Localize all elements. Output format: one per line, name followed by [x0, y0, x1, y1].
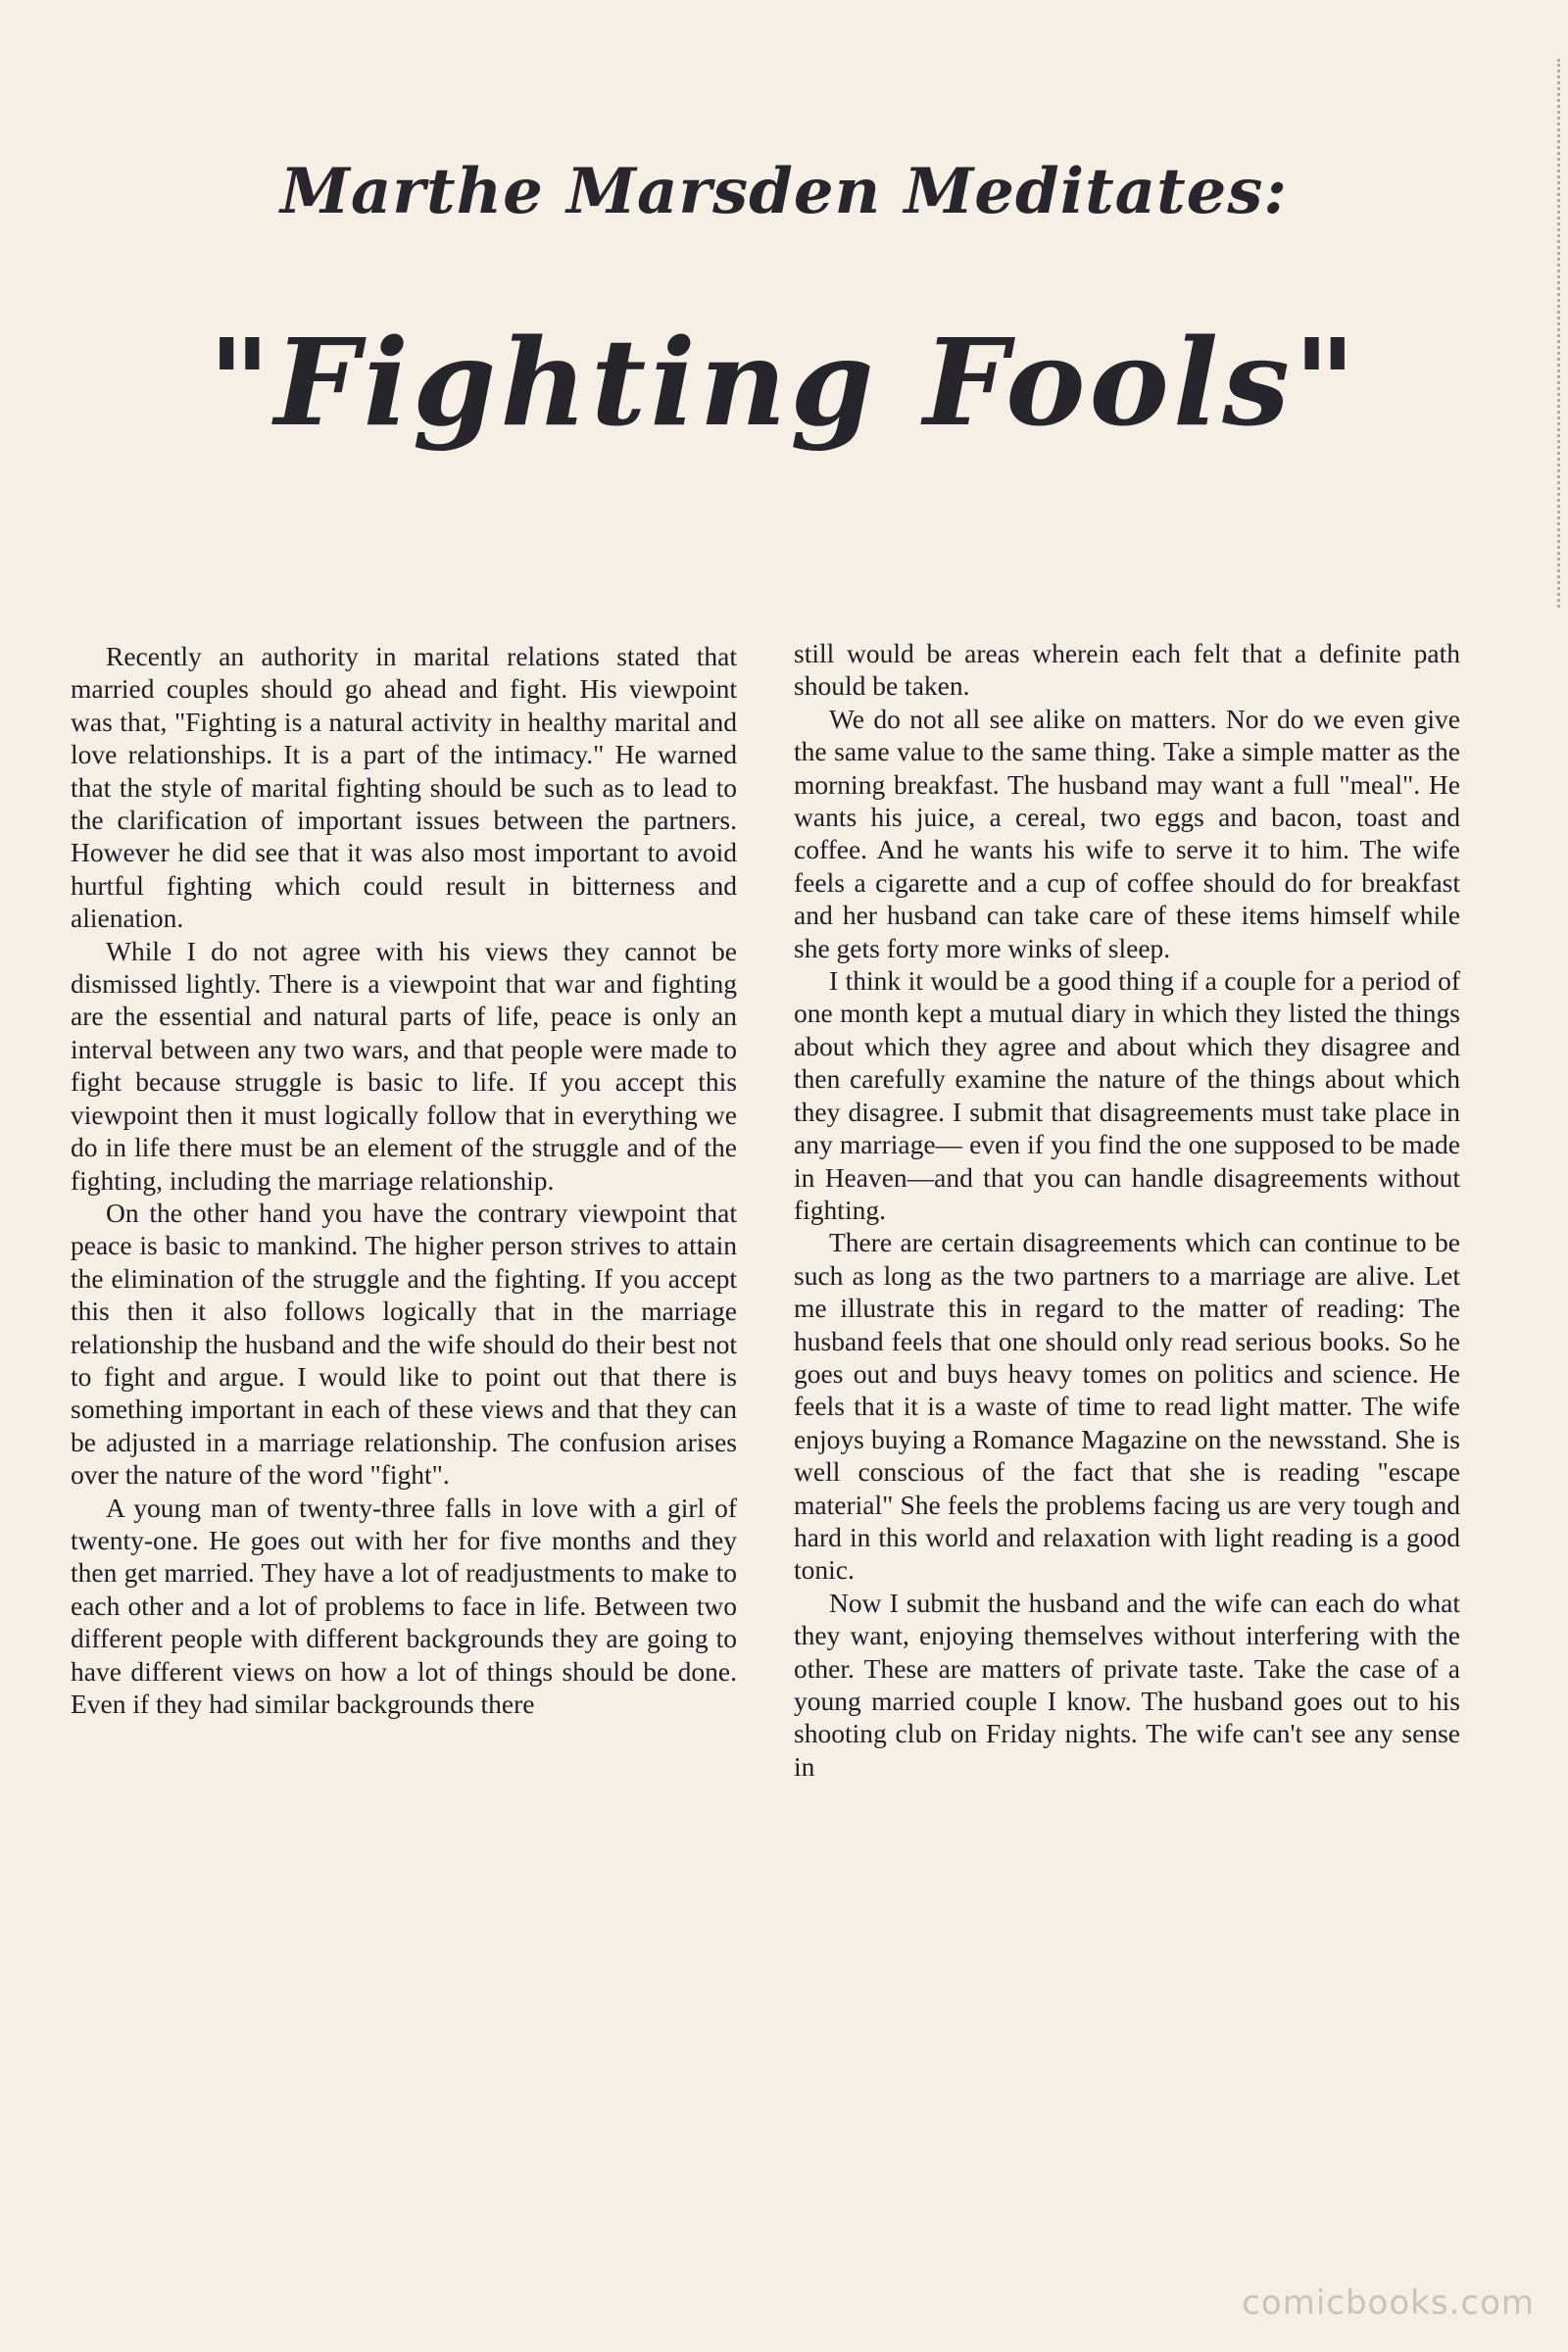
paragraph: There are certain disagreements which can continue to be such as long as the two partners to a marriage are alive. Let me illustrate this in regard to the matter of reading: The husband feels that one should only read serious books. So he goes out and buys heavy tomes on politics and science. He feels that it is a waste of time to read light matter. The wife enjoys buying a Romance Magazine on the newsstand. She is well conscious of the fact that she is reading "escape material" She feels the problems facing us are very tough and hard in this world and relaxation with light reading is a good tonic.	[794, 1227, 1460, 1586]
article-title: "Fighting Fools"	[208, 312, 1360, 453]
paragraph: A young man of twenty-three falls in love with a girl of twenty-one. He goes out with her for five months and they then get married. They have a lot of readjustments to make to each other and a lot of problems to face in life. Between two different people with different backgrounds they are going to have different views on how a lot of things should be done. Even if they had similar backgrounds there	[71, 1492, 737, 1719]
paragraph: We do not all see alike on matters. Nor do we even give the same value to the same thing. Take a simple matter as the morning breakfast. The husband may want a full "meal". He wants his juice, a cereal, two eggs and bacon, toast and coffee. And he wants his wife to serve it to him. The wife feels a cigarette and a cup of coffee should do for breakfast and her husband can take care of these items himself while she gets forty more winks of sleep.	[794, 703, 1460, 963]
paragraph: Recently an authority in marital relations stated that married couples should go ahead and fight. His viewpoint was that, "Fighting is a natural activity in healthy marital and love relationships. It is a part of the intimacy." He warned that the style of marital fighting should be such as to lead to the clarification of important issues between the partners. However he did see that it was also most important to avoid hurtful fighting which could result in bitterness and alienation.	[71, 641, 737, 934]
paragraph: While I do not agree with his views they cannot be dismissed lightly. There is a viewpoint that war and fighting are the essential and natural parts of life, peace is only an interval between any two wars, and that people were made to fight because struggle is basic to life. If you accept this viewpoint then it must logically follow that in everything we do in life there must be an element of the struggle and of the fighting, including the marriage relationship.	[71, 935, 737, 1196]
paragraph-continued: still would be areas wherein each felt that a definite path should be taken.	[794, 638, 1460, 702]
watermark: comicbooks.com	[1242, 2283, 1535, 2323]
column-kicker: Marthe Marsden Meditates:	[279, 155, 1289, 228]
left-column	[71, 640, 737, 1720]
paragraph: On the other hand you have the contrary viewpoint that peace is basic to mankind. The higher person strives to attain the elimination of the struggle and the fighting. If you accept this then it also follows logically that in the marriage relationship the husband and the wife should do their best not to fight and argue. I would like to point out that there is something important in each of these views and that they can be adjusted in a marriage relationship. The confusion arises over the nature of the word "fight".	[71, 1197, 737, 1491]
paragraph: Now I submit the husband and the wife can each do what they want, enjoying themselves without interfering with the other. These are matters of private taste. Take the case of a young married couple I know. The husband goes out to his shooting club on Friday nights. The wife can't see any sense in	[794, 1587, 1460, 1782]
right-column	[794, 637, 1460, 1783]
paragraph: I think it would be a good thing if a couple for a period of one month kept a mutual diary in which they listed the things about which they agree and about which they disagree and then carefully examine the nature of the things about which they disagree. I submit that disagreements must take place in any marriage— even if you find the one supposed to be made in Heaven—and that you can handle disagreements without fighting.	[794, 965, 1460, 1225]
